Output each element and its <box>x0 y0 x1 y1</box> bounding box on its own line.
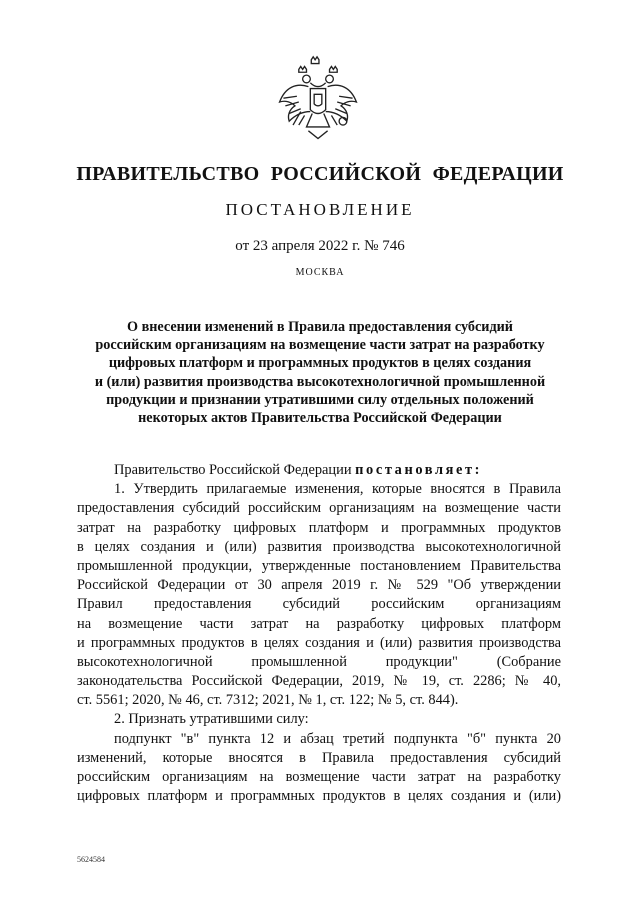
subject-line: продукции и признании утратившими силу отдельных положений <box>106 391 534 408</box>
document-code: 5624584 <box>77 855 105 864</box>
paragraph-3-line: российским организациям на возмещение части затрат на разработку <box>77 769 561 785</box>
document-date-number: от 23 апреля 2022 г. № 746 <box>235 238 405 254</box>
subject-line: некоторых актов Правительства Российской Федерации <box>138 410 502 427</box>
paragraph-3-line: цифровых платформ и программных продуктов в целях создания и (или) <box>77 788 561 805</box>
paragraph-1-line: Российской Федерации от 30 апреля 2019 г. № 529 "Об утверждении <box>77 577 561 594</box>
subject-line: российским организациям на возмещение части затрат на разработку <box>95 337 545 354</box>
paragraph-1-line: на возмещение части затрат на разработку цифровых платформ <box>77 615 561 632</box>
document-subject <box>80 318 560 427</box>
paragraph-1-line: законодательства Российской Федерации, 2019, № 19, ст. 2286; № 40, <box>77 673 561 690</box>
state-emblem-icon <box>270 54 366 150</box>
resolves-word: постановляет: <box>355 462 483 478</box>
paragraph-3-line: подпункт "в" пункта 12 и абзац третий подпункта "б" пункта 20 <box>114 730 561 747</box>
subject-line: цифровых платформ и программных продуктов в целях создания <box>108 355 532 372</box>
paragraph-1-line: предоставления субсидий российским организациям на возмещение части <box>77 500 561 517</box>
document-type: ПОСТАНОВЛЕНИЕ <box>225 200 415 219</box>
intro-paragraph <box>77 461 561 480</box>
paragraph-1-line: Правил предоставления субсидий российским организациям <box>77 596 561 613</box>
government-title: ПРАВИТЕЛЬСТВО РОССИЙСКОЙ ФЕДЕРАЦИИ <box>76 163 564 185</box>
subject-line: О внесении изменений в Правила предоставления субсидий <box>127 319 513 335</box>
paragraph-1-line: промышленной продукции, утвержденные постановлением Правительства <box>77 557 561 574</box>
document-city: МОСКВА <box>295 267 345 278</box>
paragraph-3-line: изменений, которые вносятся в Правила предоставления субсидий <box>77 749 561 766</box>
paragraph-1-line: затрат на разработку цифровых платформ и программных продуктов <box>77 519 561 536</box>
paragraph-1-line: 1. Утвердить прилагаемые изменения, которые вносятся в Правила <box>114 481 561 498</box>
paragraph-2: 2. Признать утратившими силу: <box>114 711 309 728</box>
document-body <box>77 461 561 806</box>
paragraph-1-line: и программных продуктов в целях создания и (или) развития производства <box>77 634 561 651</box>
intro-text: Правительство Российской Федерации <box>114 462 356 478</box>
paragraph-1-line: высокотехнологичной промышленной продукции" (Собрание <box>77 653 561 670</box>
paragraph-1-line: в целях создания и (или) развития производства высокотехнологичной <box>77 538 561 555</box>
subject-line: и (или) развития производства высокотехнологичной промышленной <box>94 373 546 390</box>
paragraph-1-line: ст. 5561; 2020, № 46, ст. 7312; 2021, № 1, ст. 122; № 5, ст. 844). <box>77 692 459 709</box>
